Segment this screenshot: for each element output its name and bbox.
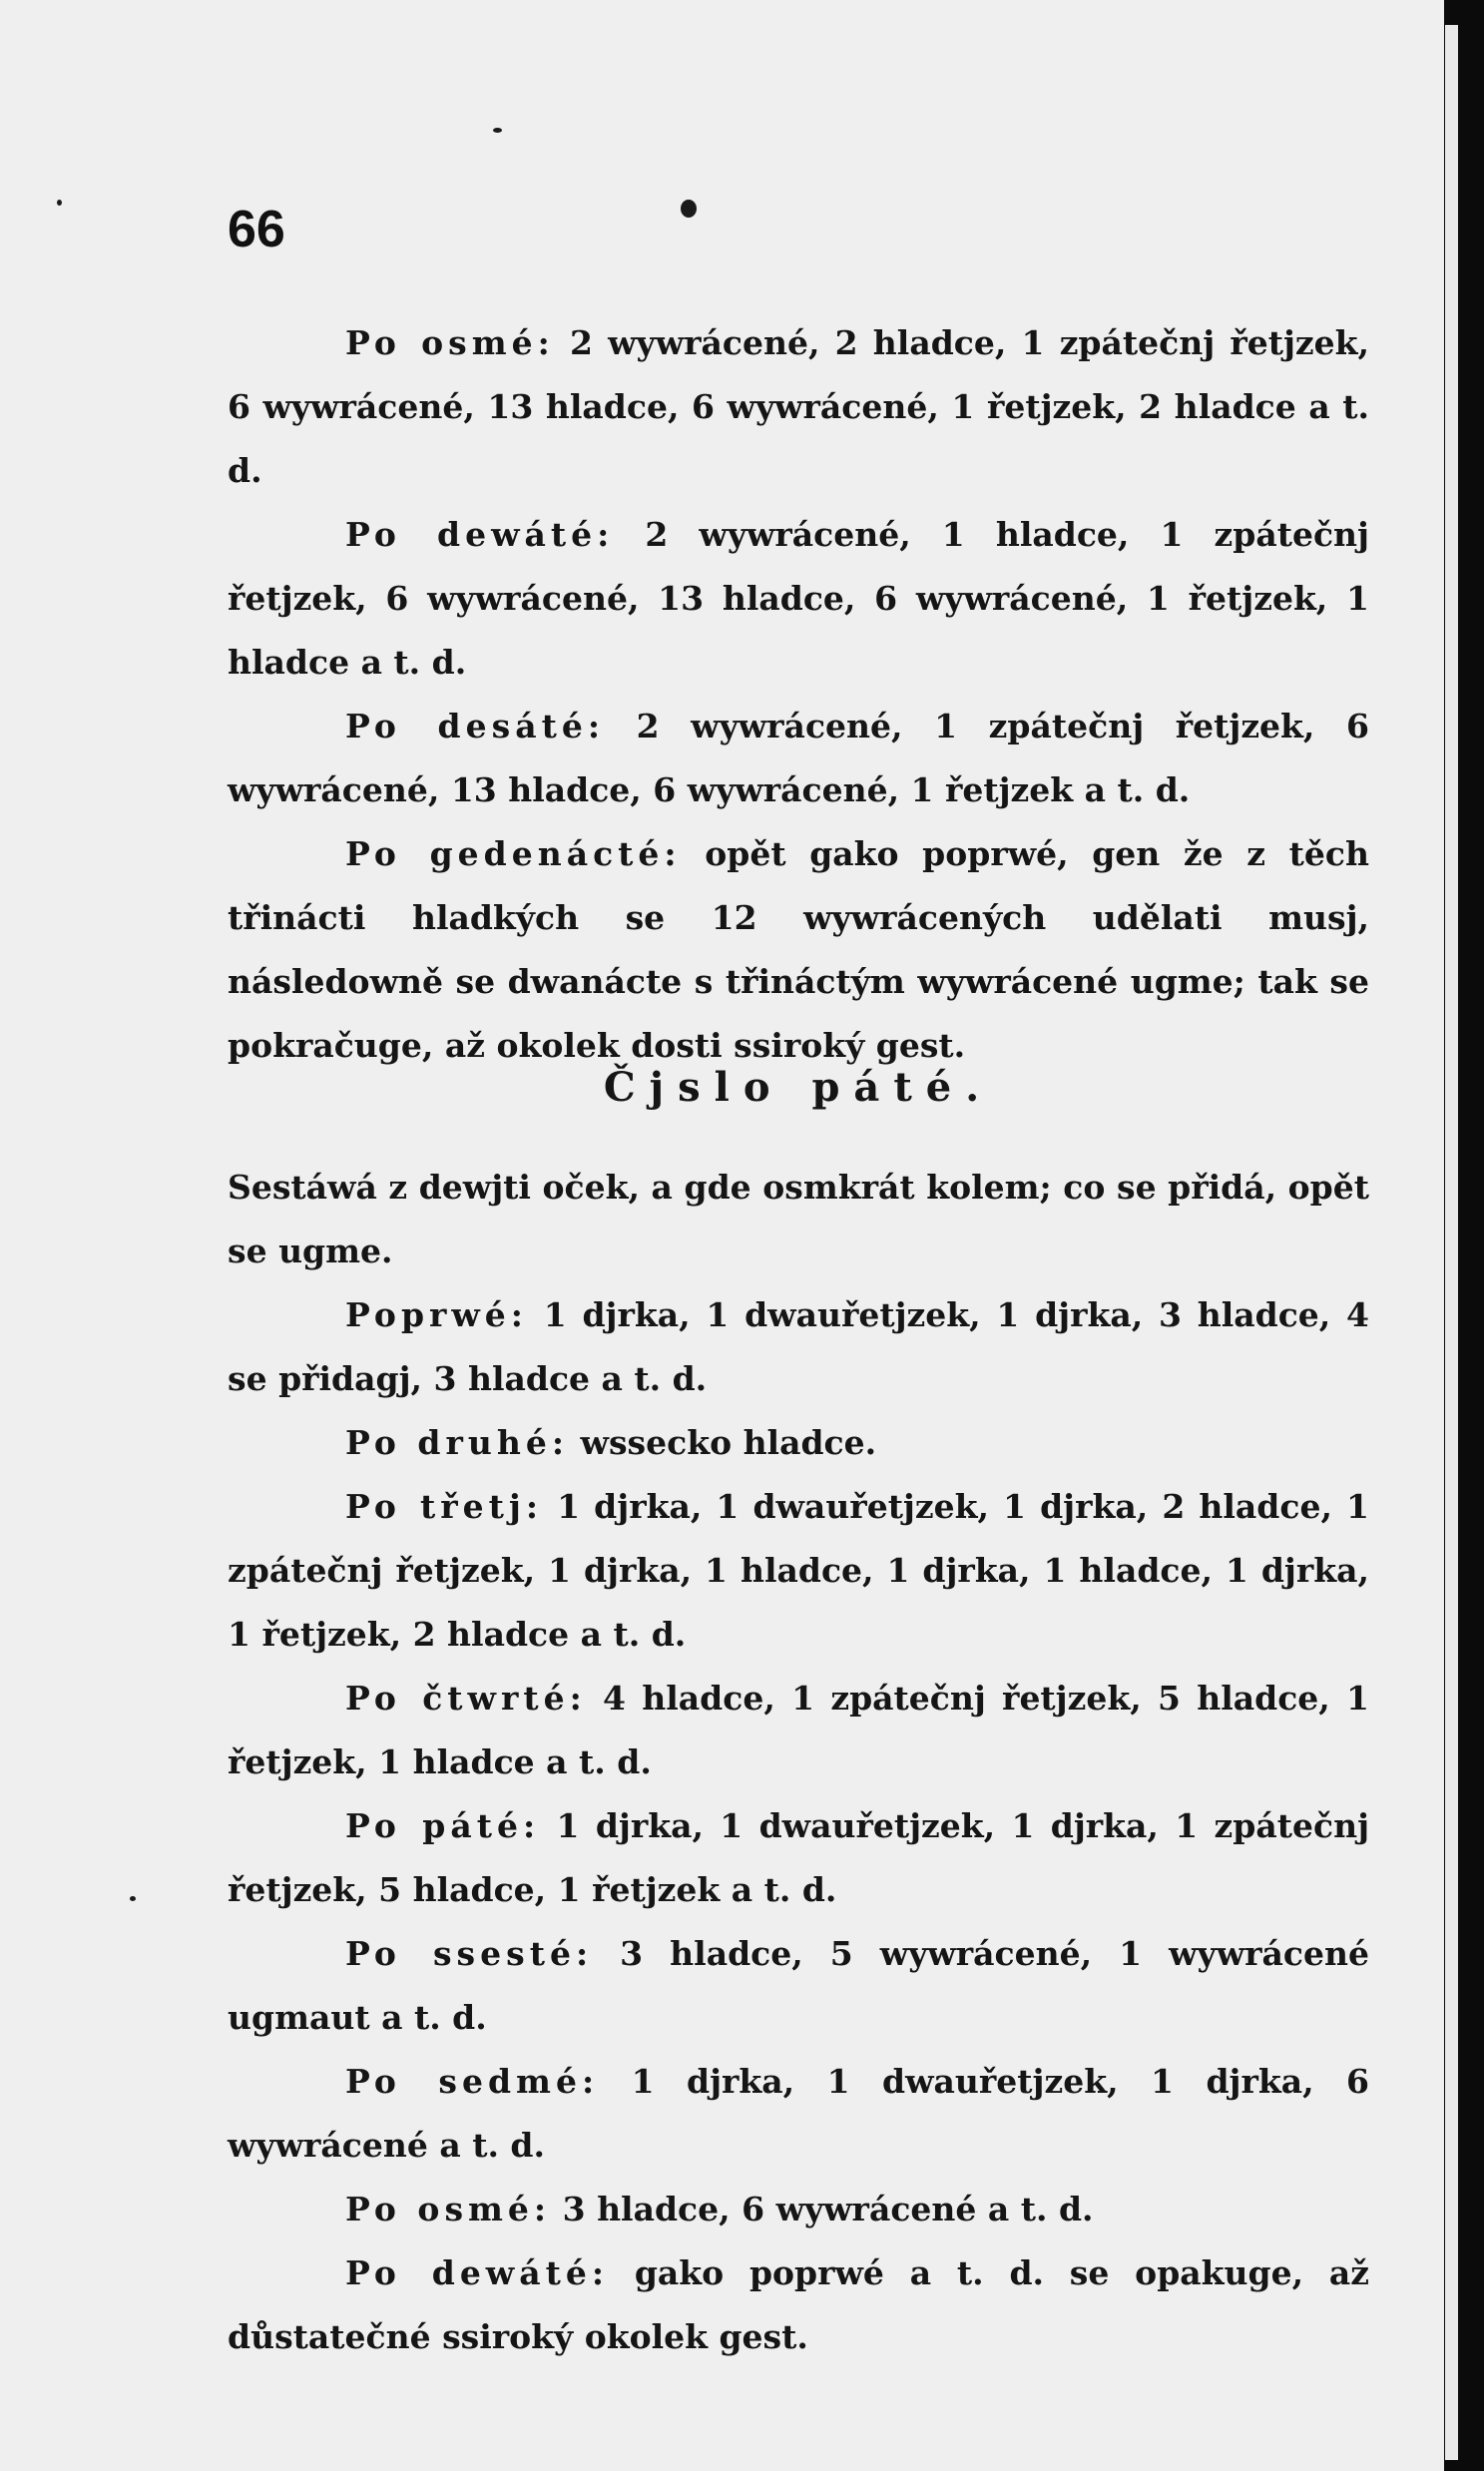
paragraph xyxy=(228,695,1369,822)
row-text: 3 hladce, 5 wywrácené, 1 wywrácené ugmaut a t. d. xyxy=(228,1934,1369,2037)
row-text: wssecko hladce. xyxy=(569,1423,877,1462)
row-lead: Po ssesté: xyxy=(345,1934,594,1973)
paragraph xyxy=(228,311,1369,503)
row-text: Sestáwá z dewjti oček, a gde osmkrát kolem; co se přidá, opět se ugme. xyxy=(228,1168,1369,1270)
row-text: 2 wywrácené, 2 hladce, 1 zpátečnj řetjzek, 6 wywrácené, 13 hladce, 6 wywrácené, 1 řetjzek, 2 hladce a t. d. xyxy=(228,323,1369,490)
page-edge-strip xyxy=(1445,25,1458,2460)
row-lead: Po osmé: xyxy=(345,2190,552,2228)
row-text: 2 wywrácené, 1 hladce, 1 zpátečnj řetjzek, 6 wywrácené, 13 hladce, 6 wywrácené, 1 řetjzek, 1 hladce a t. d. xyxy=(228,515,1369,682)
paragraph xyxy=(228,1794,1369,1922)
row-lead: Po gedenácté: xyxy=(345,834,682,873)
paragraph xyxy=(228,2178,1369,2241)
paragraph xyxy=(228,822,1369,1078)
row-lead: Po čtwrté: xyxy=(345,1679,587,1718)
paragraph xyxy=(228,1475,1369,1667)
paragraph xyxy=(228,503,1369,695)
section-heading: Čjslo páté. xyxy=(603,1064,994,1111)
paragraph xyxy=(228,1667,1369,1794)
row-lead: Poprwé: xyxy=(345,1295,528,1334)
paragraph xyxy=(228,1922,1369,2050)
ink-speck xyxy=(130,1896,136,1901)
ink-speck xyxy=(493,128,502,133)
ink-speck xyxy=(681,200,697,218)
top-text-block xyxy=(228,311,1369,1078)
row-text: 1 djrka, 1 dwauřetjzek, 1 djrka, 3 hladce, 4 se přidagj, 3 hladce a t. d. xyxy=(228,1295,1369,1398)
row-text: 3 hladce, 6 wywrácené a t. d. xyxy=(551,2190,1094,2228)
row-lead: Po desáté: xyxy=(345,707,605,745)
row-lead: Po druhé: xyxy=(345,1423,570,1462)
row-lead: Po třetj: xyxy=(345,1487,544,1526)
row-text: 1 djrka, 1 dwauřetjzek, 1 djrka, 6 wywrácené a t. d. xyxy=(228,2062,1370,2165)
row-text: 1 djrka, 1 dwauřetjzek, 1 djrka, 1 zpátečnj řetjzek, 5 hladce, 1 řetjzek a t. d. xyxy=(228,1806,1370,1909)
bottom-text-block xyxy=(228,1156,1369,2369)
row-text: 2 wywrácené, 1 zpátečnj řetjzek, 6 wywrácené, 13 hladce, 6 wywrácené, 1 řetjzek a t. d. xyxy=(228,707,1369,809)
row-lead: Po sedmé: xyxy=(345,2062,600,2101)
row-lead: Po dewáté: xyxy=(345,2253,610,2292)
paragraph xyxy=(228,2050,1369,2178)
paragraph xyxy=(228,1411,1369,1475)
paragraph xyxy=(228,2241,1369,2369)
ink-speck xyxy=(57,200,62,206)
row-lead: Po osmé: xyxy=(345,323,555,362)
row-text: opět gako poprwé, gen že z těch třinácti hladkých se 12 wywrácených udělati musj, následowně se dwanácte s třináctým wywrácené ugme; tak se pokračuge, až okolek dosti ssiroký gest. xyxy=(228,834,1369,1065)
page-number: 66 xyxy=(228,201,285,258)
row-text: 4 hladce, 1 zpátečnj řetjzek, 5 hladce, 1 řetjzek, 1 hladce a t. d. xyxy=(228,1679,1369,1781)
row-lead: Po páté: xyxy=(345,1806,541,1845)
row-text: 1 djrka, 1 dwauřetjzek, 1 djrka, 2 hladce, 1 zpátečnj řetjzek, 1 djrka, 1 hladce, 1 djrka, 1 hladce, 1 djrka, 1 řetjzek, 2 hladce a t. d. xyxy=(228,1487,1369,1654)
paragraph xyxy=(228,1156,1369,1283)
row-text: gako poprwé a t. d. se opakuge, až důstatečné ssiroký okolek gest. xyxy=(228,2253,1369,2356)
paragraph xyxy=(228,1283,1369,1411)
row-lead: Po dewáté: xyxy=(345,515,615,554)
